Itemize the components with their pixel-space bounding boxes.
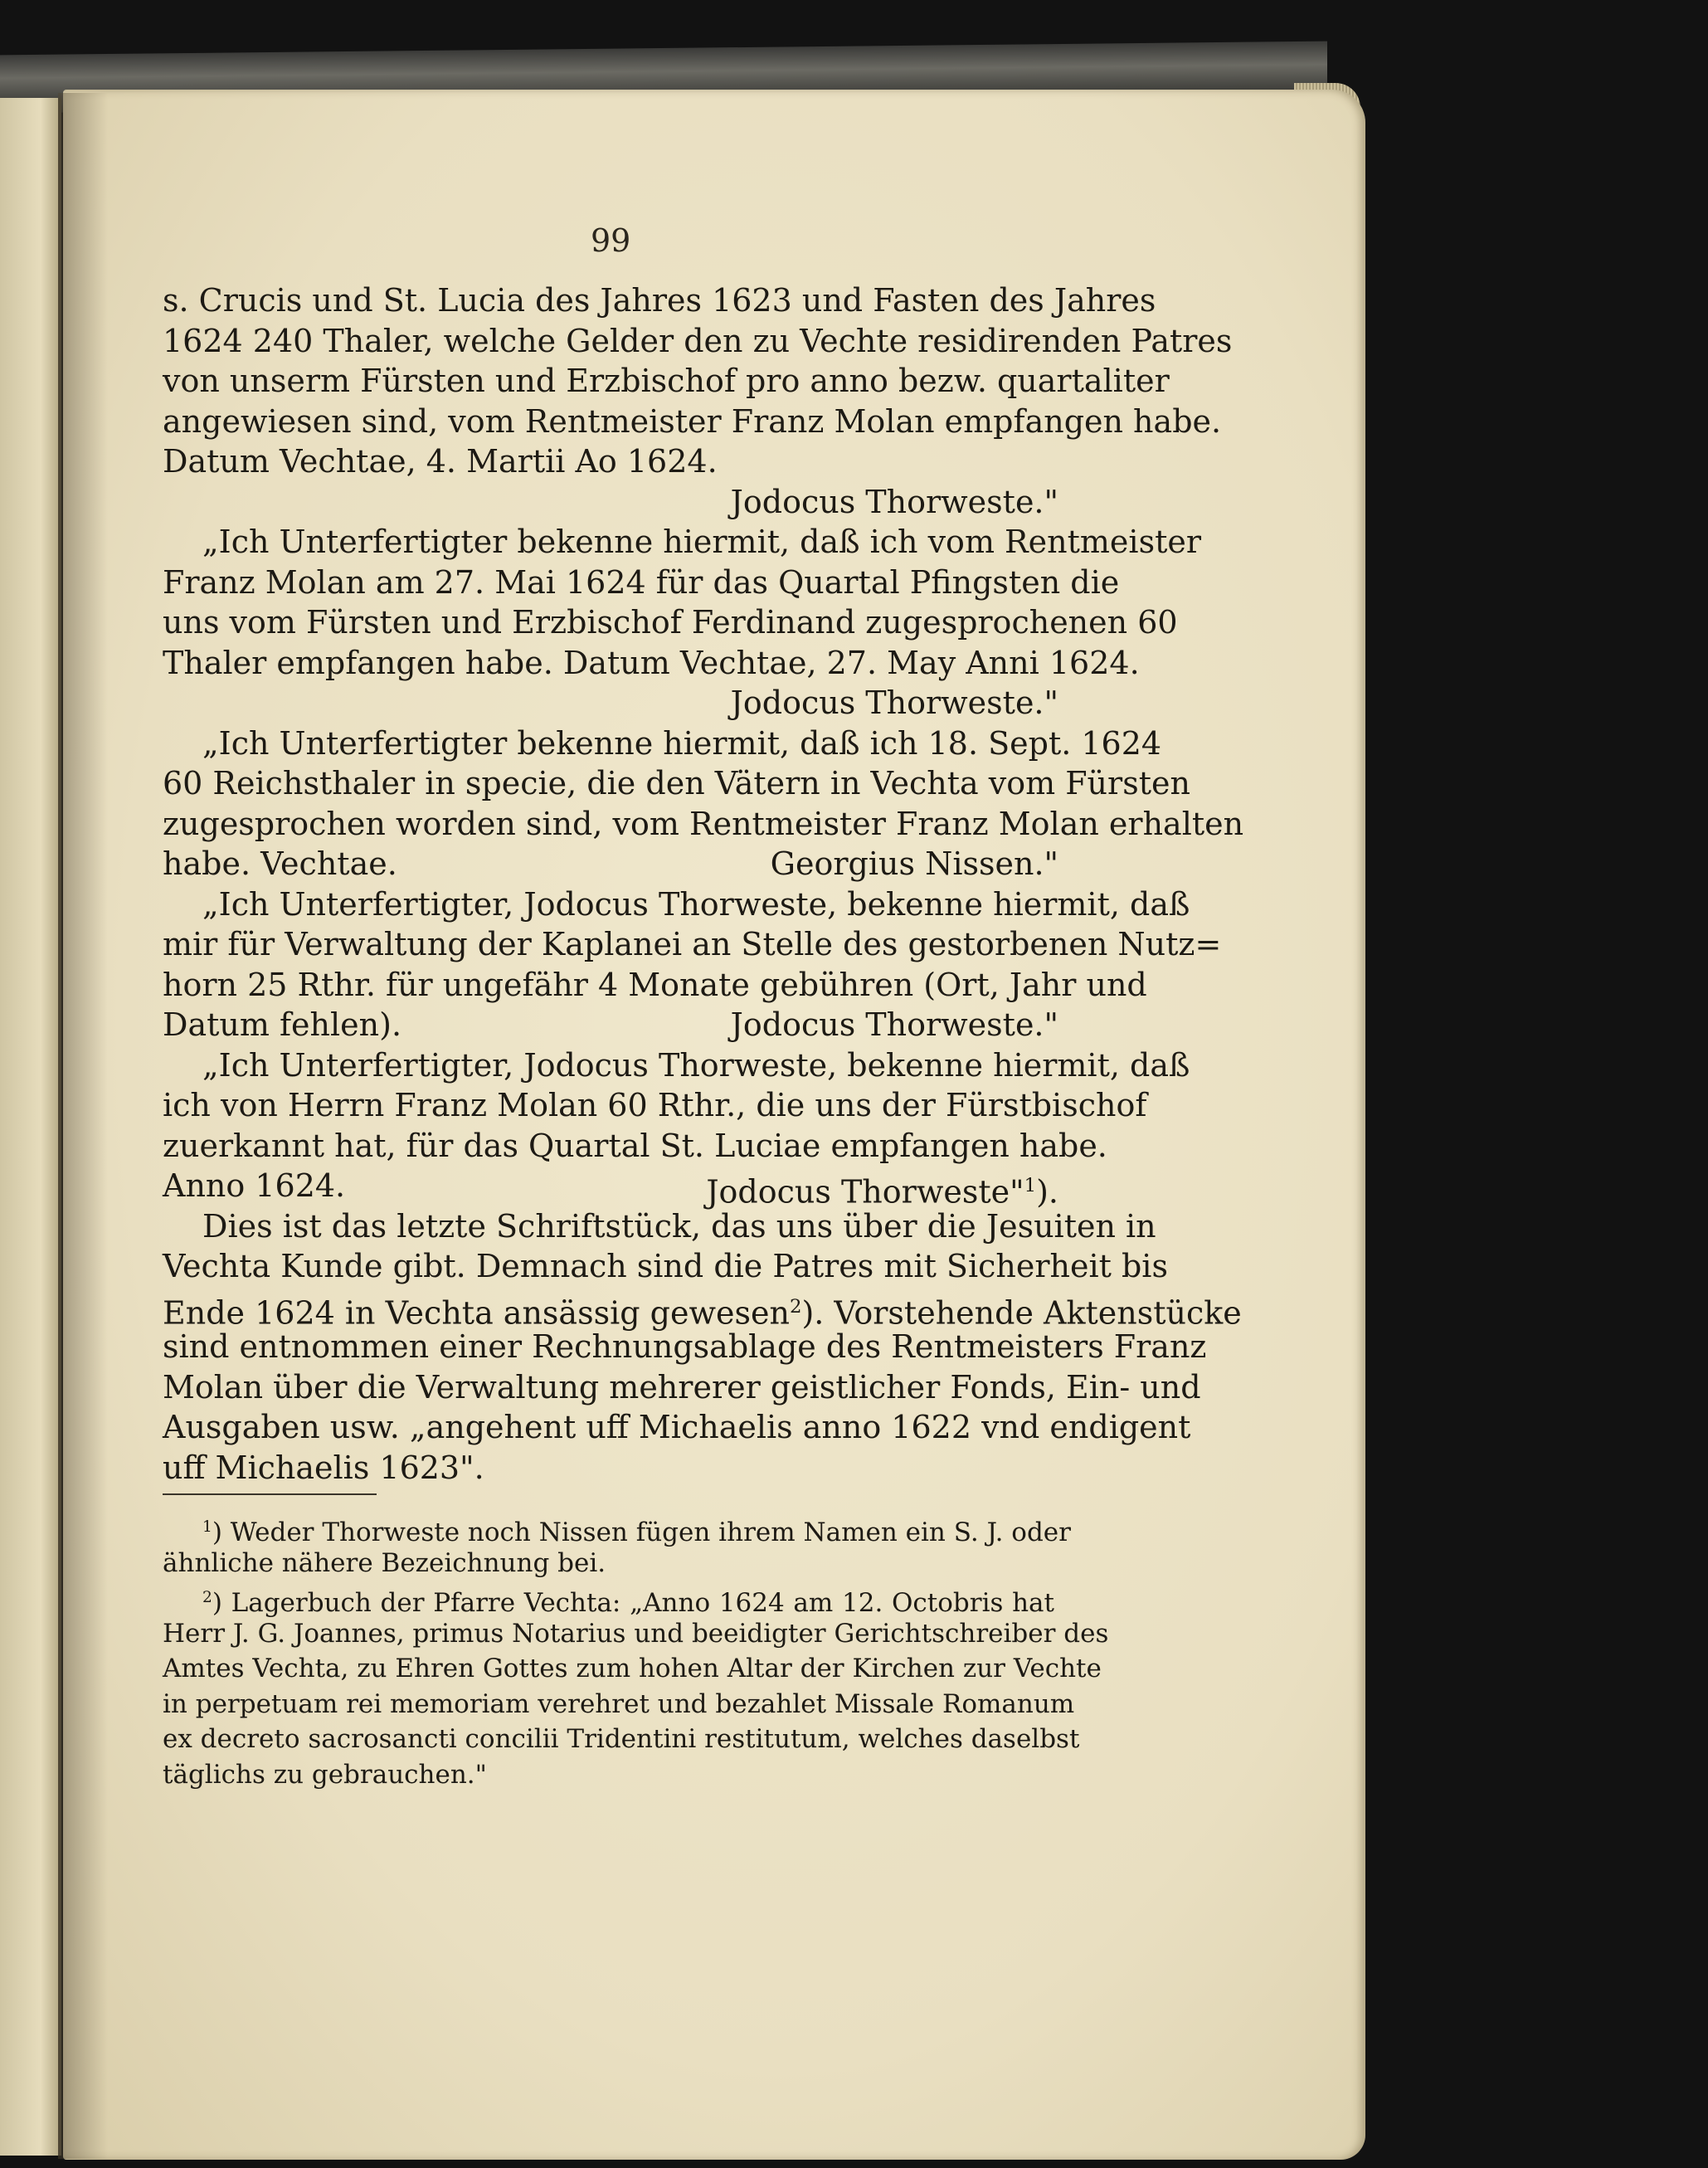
footnote-line — [163, 1581, 1054, 1619]
text-line: sind entnommen einer Rechnungsablage des Rentmeisters Franz — [163, 1328, 1207, 1365]
footnote-mark: 1 — [202, 1518, 212, 1536]
text-line: „Ich Unterfertigter, Jodocus Thorweste, bekenne hiermit, daß — [202, 885, 1190, 923]
text-line: Datum Vechtae, 4. Martii Ao 1624. — [163, 443, 718, 480]
footnote-ref: 1 — [1024, 1175, 1037, 1196]
text-line: ich von Herrn Franz Molan 60 Rthr., die uns der Fürstbischof — [163, 1087, 1147, 1123]
text-line: uns vom Fürsten und Erzbischof Ferdinand zugesprochenen 60 — [163, 604, 1178, 641]
text-line: s. Crucis und St. Lucia des Jahres 1623 und Fasten des Jahres — [163, 282, 1156, 319]
signature-line: Jodocus Thorweste." — [730, 483, 1058, 520]
footnote-mark: 2 — [202, 1589, 212, 1606]
signature-line: Jodocus Thorweste"$^1$). — [706, 1173, 1058, 1211]
spine-shadow — [58, 93, 108, 2159]
footnote-line — [163, 1510, 1071, 1548]
footnote-line: Herr J. G. Joannes, primus Notarius und beeidigter Gerichtschreiber des — [163, 1618, 1109, 1649]
footnote-line: in perpetuam rei memoriam verehret und bezahlet Missale Romanum — [163, 1688, 1075, 1719]
text-line: Thaler empfangen habe. Datum Vechtae, 27. May Anni 1624. — [163, 644, 1140, 681]
text-row — [163, 1166, 1058, 1211]
footnote-rule — [163, 1493, 377, 1495]
text-line: von unserm Fürsten und Erzbischof pro anno bezw. quartaliter — [163, 363, 1170, 399]
page-number: 99 — [591, 222, 631, 259]
text-line — [163, 1287, 1242, 1332]
signature-text: Jodocus Thorweste" — [706, 1173, 1024, 1211]
footnotes — [163, 1493, 1109, 1792]
signature-line: Georgius Nissen." — [770, 845, 1058, 882]
text-line: angewiesen sind, vom Rentmeister Franz Molan empfangen habe. — [163, 402, 1222, 440]
text-line: habe. Vechtae. — [163, 845, 397, 882]
text-line: Datum fehlen). — [163, 1006, 402, 1043]
signature-line: Jodocus Thorweste." — [730, 685, 1058, 721]
text-line: Vechta Kunde gibt. Demnach sind die Patres mit Sicherheit bis — [163, 1248, 1168, 1284]
text-line: Ausgaben usw. „angehent uff Michaelis anno 1622 vnd endigent — [163, 1409, 1191, 1445]
footnote-line: ähnliche nähere Bezeichnung bei. — [163, 1547, 606, 1578]
text-line: 1624 240 Thaler, welche Gelder den zu Vechte residirenden Patres — [163, 322, 1233, 359]
text-line: horn 25 Rthr. für ungefähr 4 Monate gebühren (Ort, Jahr und — [163, 966, 1147, 1003]
text-line: Dies ist das letzte Schriftstück, das uns über die Jesuiten in — [202, 1207, 1156, 1245]
facing-page-edge — [0, 98, 61, 2156]
text-line: 60 Reichsthaler in specie, die den Vätern in Vechta vom Fürsten — [163, 765, 1190, 801]
footnote-text: ) Lagerbuch der Pfarre Vechta: „Anno 1624 am 12. Octobris hat — [212, 1588, 1054, 1619]
body-text — [163, 212, 1244, 1488]
text-row — [163, 844, 1058, 884]
text-fragment: Ende 1624 in Vechta ansässig gewesen — [163, 1294, 790, 1332]
text-line: zugesprochen worden sind, vom Rentmeister Franz Molan erhalten — [163, 805, 1244, 842]
text-line: „Ich Unterfertigter, Jodocus Thorweste, bekenne hiermit, daß — [202, 1046, 1190, 1084]
footnote-line: ex decreto sacrosancti concilii Tridentini restitutum, welches daselbst — [163, 1724, 1080, 1754]
text-line: „Ich Unterfertigter bekenne hiermit, daß ich vom Rentmeister — [202, 524, 1201, 560]
signature-line: Jodocus Thorweste." — [730, 1006, 1058, 1043]
text-line: Anno 1624. — [163, 1167, 346, 1204]
text-line: zuerkannt hat, für das Quartal St. Luciae empfangen habe. — [163, 1127, 1107, 1164]
text-line: Franz Molan am 27. Mai 1624 für das Quartal Pfingsten die — [163, 563, 1120, 601]
footnote-text: ) Weder Thorweste noch Nissen fügen ihrem Namen ein S. J. oder — [212, 1518, 1071, 1548]
text-line: mir für Verwaltung der Kaplanei an Stelle des gestorbenen Nutz= — [163, 926, 1222, 962]
text-fragment: ). Vorstehende Aktenstücke — [801, 1294, 1242, 1332]
text-row — [163, 1005, 1058, 1045]
text-line: „Ich Unterfertigter bekenne hiermit, daß ich 18. Sept. 1624 — [202, 724, 1162, 762]
footnote-line: Amtes Vechta, zu Ehren Gottes zum hohen Altar der Kirchen zur Vechte — [163, 1654, 1102, 1683]
footnote-line: täglichs zu gebrauchen." — [163, 1759, 487, 1790]
text-line: Molan über die Verwaltung mehrerer geistlicher Fonds, Ein- und — [163, 1368, 1201, 1406]
footnote-ref: 2 — [789, 1295, 802, 1318]
text-line: uff Michaelis 1623". — [163, 1449, 484, 1486]
